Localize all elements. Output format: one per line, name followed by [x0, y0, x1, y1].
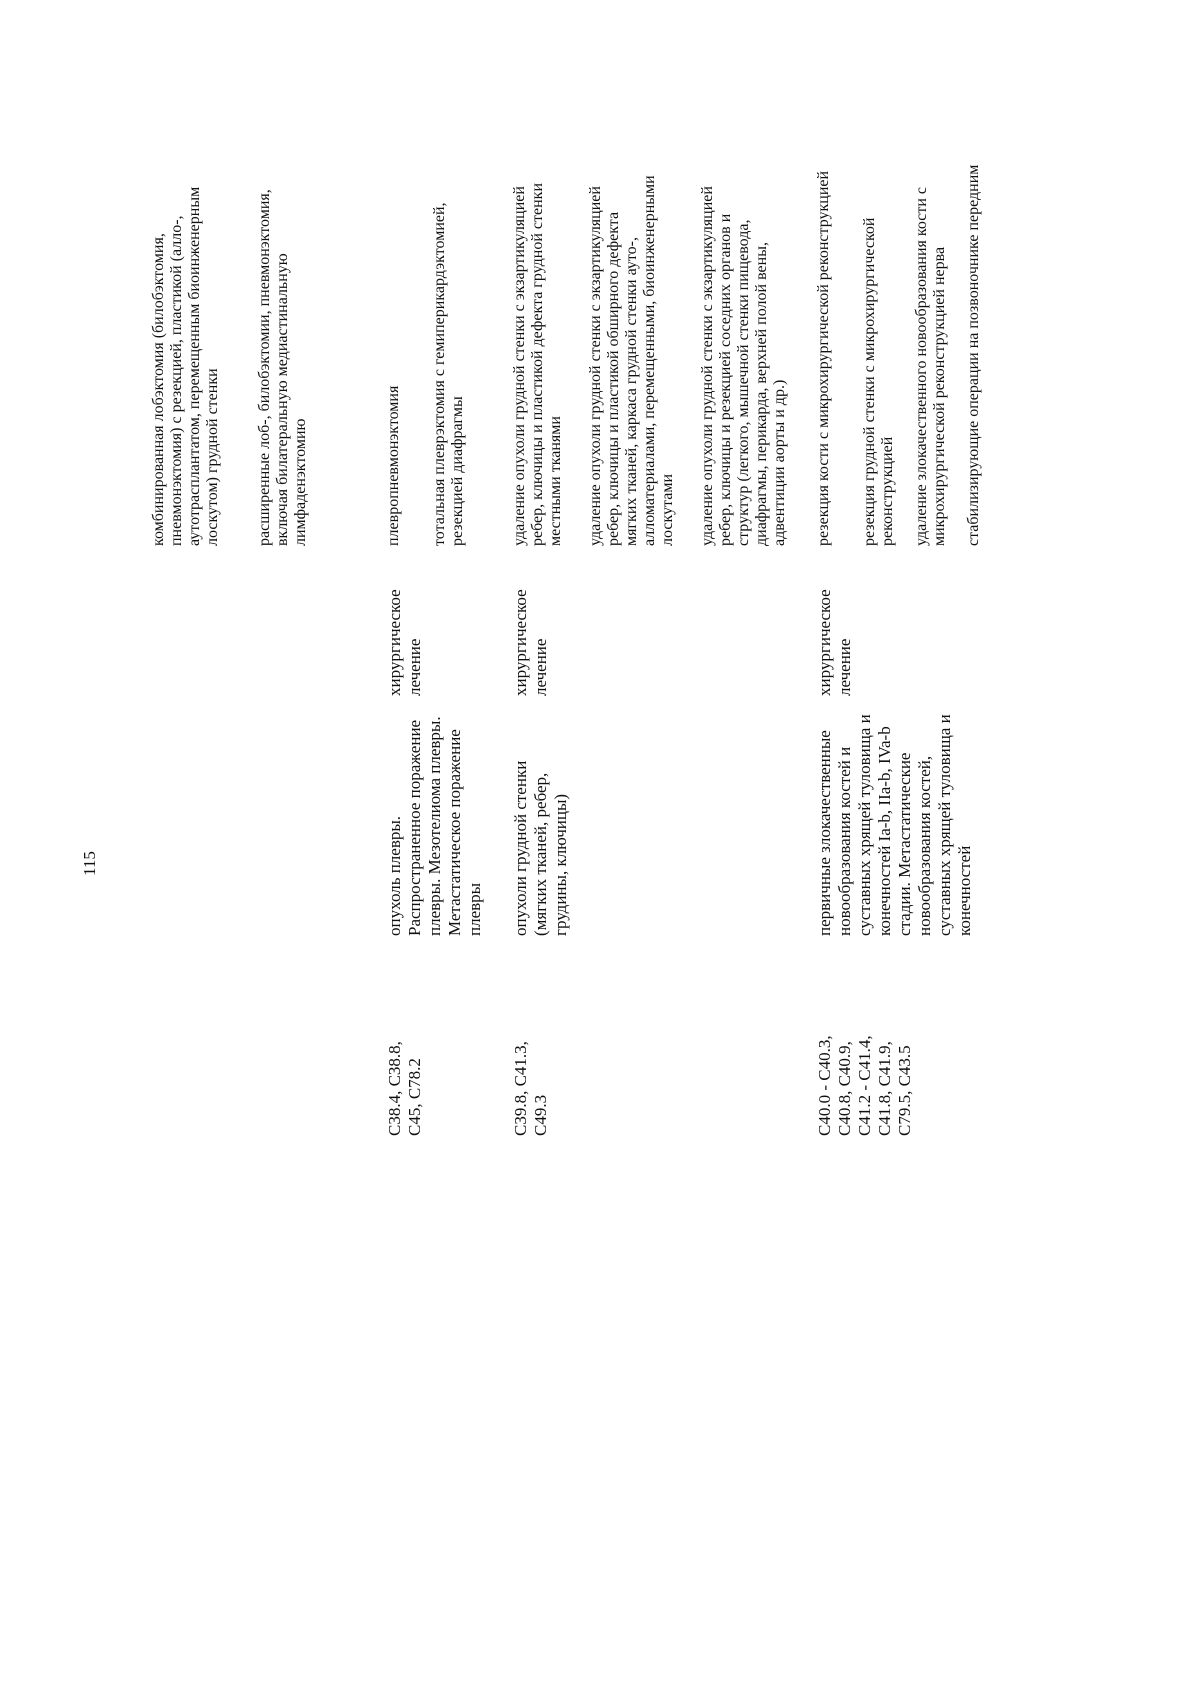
treatment-item: удаление опухоли грудной стенки с экзартикуляцией ребер, ключицы и резекцией соседних органов и структур (легкого, мышечной стенки пищевода, диафрагмы, перикарда, верхней полой вены, адвентиции аорты и др.): [699, 186, 788, 546]
diagnosis-cell: первичные злокачественные новообразования костей и суставных хрящей туловища и конечностей Ia-b, IIa-b, IVa-b стадии. Метастатические новообразования костей, суставных хрящей туловища и конечностей: [815, 714, 974, 936]
treatment-item: резекция грудной стенки с микрохирургической реконструкцией: [861, 217, 896, 546]
treatment-type-cell: хирургическое лечение: [511, 589, 550, 696]
treatment-type-cell: хирургическое лечение: [815, 589, 854, 696]
treatment-item: удаление опухоли грудной стенки с экзартикуляцией ребер, ключицы и пластикой дефекта грудной стенки местными тканями: [511, 182, 564, 546]
treatment-item: удаление опухоли грудной стенки с экзартикуляцией ребер, ключицы и пластикой обширного дефекта мягких тканей, каркаса грудной стенки ауто-, алломатериалами, перемещенными, биоинженерными лоскутами: [587, 175, 676, 546]
diagnosis-cell: опухоли грудной стенки (мягких тканей, ребер, грудины, ключицы): [511, 760, 570, 936]
icd-codes-cell: C39.8, C41.3, C49.3: [511, 1041, 550, 1136]
treatment-item: удаление злокачественного новообразования кости с микрохирургической реконструкцией нерва: [913, 187, 948, 546]
treatment-item: комбинированная лобэктомия (билобэктомия, пневмонэктомия) с резекцией, пластикой (алло-, аутотрасплантатом, перемещенным биоинженерным лоскутом) грудной стенки: [150, 186, 221, 546]
treatment-item: резекция кости с микрохирургической реконструкцией: [815, 170, 832, 546]
treatment-type-cell: хирургическое лечение: [385, 589, 424, 696]
treatment-item: стабилизирующие операции на позвоночнике передним: [965, 164, 982, 546]
treatment-item: плевропневмонэктомия: [385, 385, 402, 546]
icd-codes-cell: C38.4, C38.8, C45, C78.2: [385, 1041, 424, 1136]
treatment-item: расширенные лоб-, билобэктомии, пневмонэктомия, включая билатеральную медиастинальную лимфаденэктомию: [256, 189, 309, 546]
treatment-item: тотальная плеврэктомия с гемиперикардэктомией, резекцией диафрагмы: [431, 202, 466, 546]
diagnosis-cell: опухоль плевры. Распространенное поражение плевры. Мезотелиома плевры. Метастатическое поражение плевры: [385, 716, 484, 936]
icd-codes-cell: C40.0 - C40.3, C40.8, C40.9, C41.2 - C41.4, C41.8, C41.9, C79.5, C43.5: [815, 1035, 914, 1136]
page-number: 115: [80, 851, 99, 876]
